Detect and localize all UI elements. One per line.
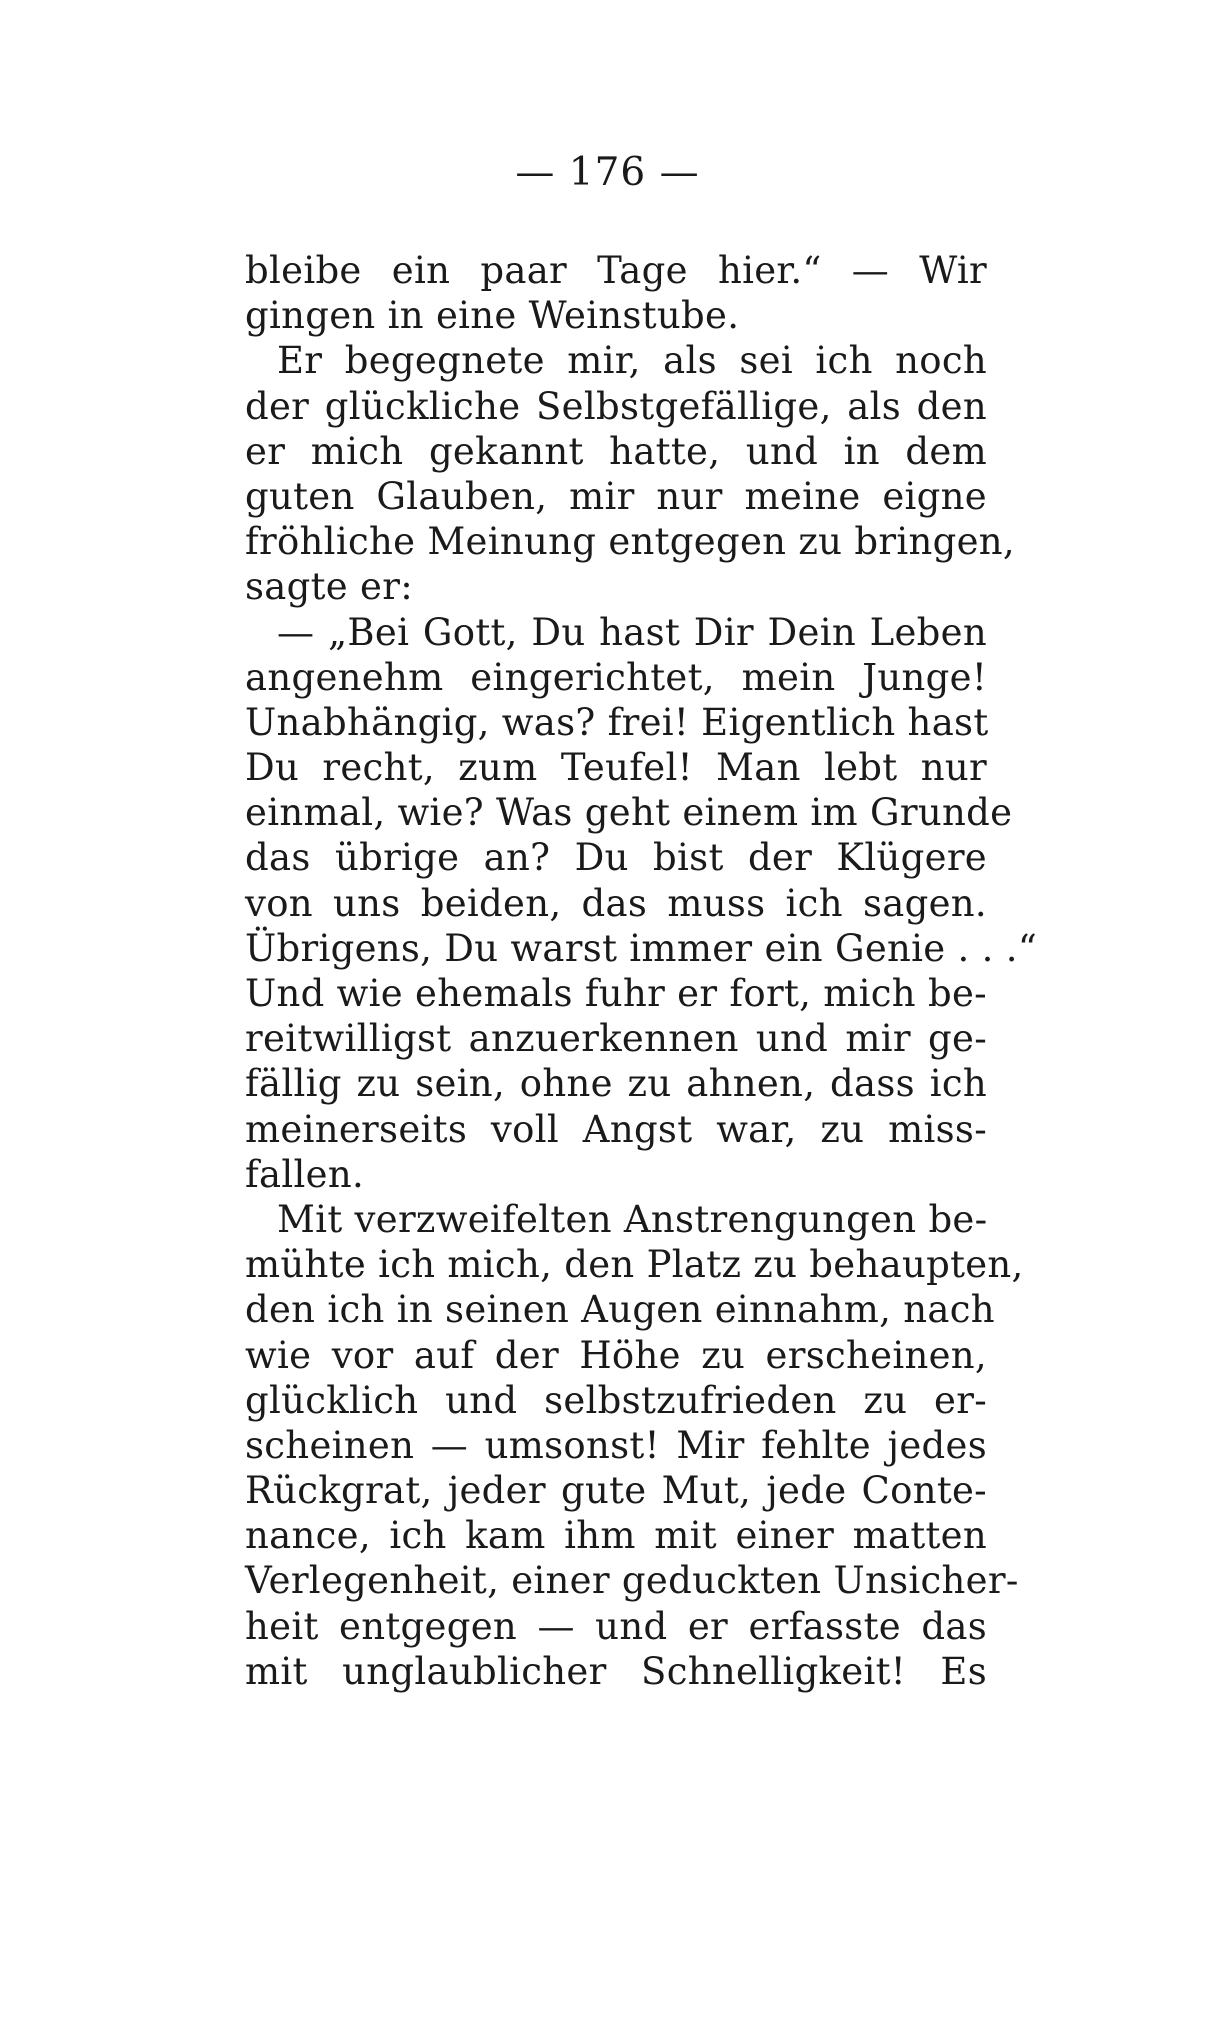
text-line: — „Bei Gott, Du hast Dir Dein Leben <box>277 610 987 654</box>
text-line: Unabhängig, was? frei! Eigentlich hast <box>245 700 989 744</box>
text-line: heit entgegen — und er erfasste das <box>245 1604 987 1648</box>
text-line: sagte er: <box>245 565 414 609</box>
text-line: scheinen — umsonst! Mir fehlte jedes <box>245 1423 987 1467</box>
text-line: Und wie ehemals fuhr er fort, mich be- <box>245 972 987 1015</box>
text-line: fällig zu sein, ohne zu ahnen, dass ich <box>245 1062 987 1106</box>
body-text <box>245 248 1038 1694</box>
text-line: von uns beiden, das muss ich sagen. <box>245 881 987 925</box>
text-line: wie vor auf der Höhe zu erscheinen, <box>245 1333 987 1377</box>
text-line: reitwilligst anzuerkennen und mir ge- <box>245 1017 987 1061</box>
text-line: fallen. <box>245 1152 365 1196</box>
text-line: er mich gekannt hatte, und in dem <box>245 429 987 473</box>
text-line: Verlegenheit, einer geduckten Unsicher- <box>245 1559 1019 1603</box>
text-line: mühte ich mich, den Platz zu behaupten, <box>245 1243 1024 1287</box>
text-line: mit unglaublicher Schnelligkeit! Es <box>245 1649 987 1693</box>
text-line: Du recht, zum Teufel! Man lebt nur <box>245 746 987 790</box>
text-line: gingen in eine Weinstube. <box>245 294 740 338</box>
text-line: glücklich und selbstzufrieden zu er- <box>245 1378 987 1422</box>
text-line: bleibe ein paar Tage hier.“ — Wir <box>245 249 987 292</box>
text-line: Er begegnete mir, als sei ich noch <box>277 339 987 383</box>
page-number: — 176 — <box>515 150 700 195</box>
text-line: einmal, wie? Was geht einem im Grunde <box>245 791 1013 835</box>
text-line: Übrigens, Du warst immer ein Genie . . .“ <box>245 926 1038 970</box>
text-line: das übrige an? Du bist der Klügere <box>245 836 987 880</box>
text-line: guten Glauben, mir nur meine eigne <box>245 474 987 518</box>
text-line: Mit verzweifelten Anstrengungen be- <box>277 1197 988 1241</box>
text-line: den ich in seinen Augen einnahm, nach <box>245 1288 995 1332</box>
text-line: meinerseits voll Angst war, zu miss- <box>245 1107 987 1151</box>
text-line: angenehm eingerichtet, mein Junge! <box>245 655 987 699</box>
text-line: fröhliche Meinung entgegen zu bringen, <box>245 520 1015 564</box>
text-line: der glückliche Selbstgefällige, als den <box>245 384 987 428</box>
text-line: nance, ich kam ihm mit einer matten <box>245 1514 987 1558</box>
text-line: Rückgrat, jeder gute Mut, jede Conte- <box>245 1469 987 1513</box>
